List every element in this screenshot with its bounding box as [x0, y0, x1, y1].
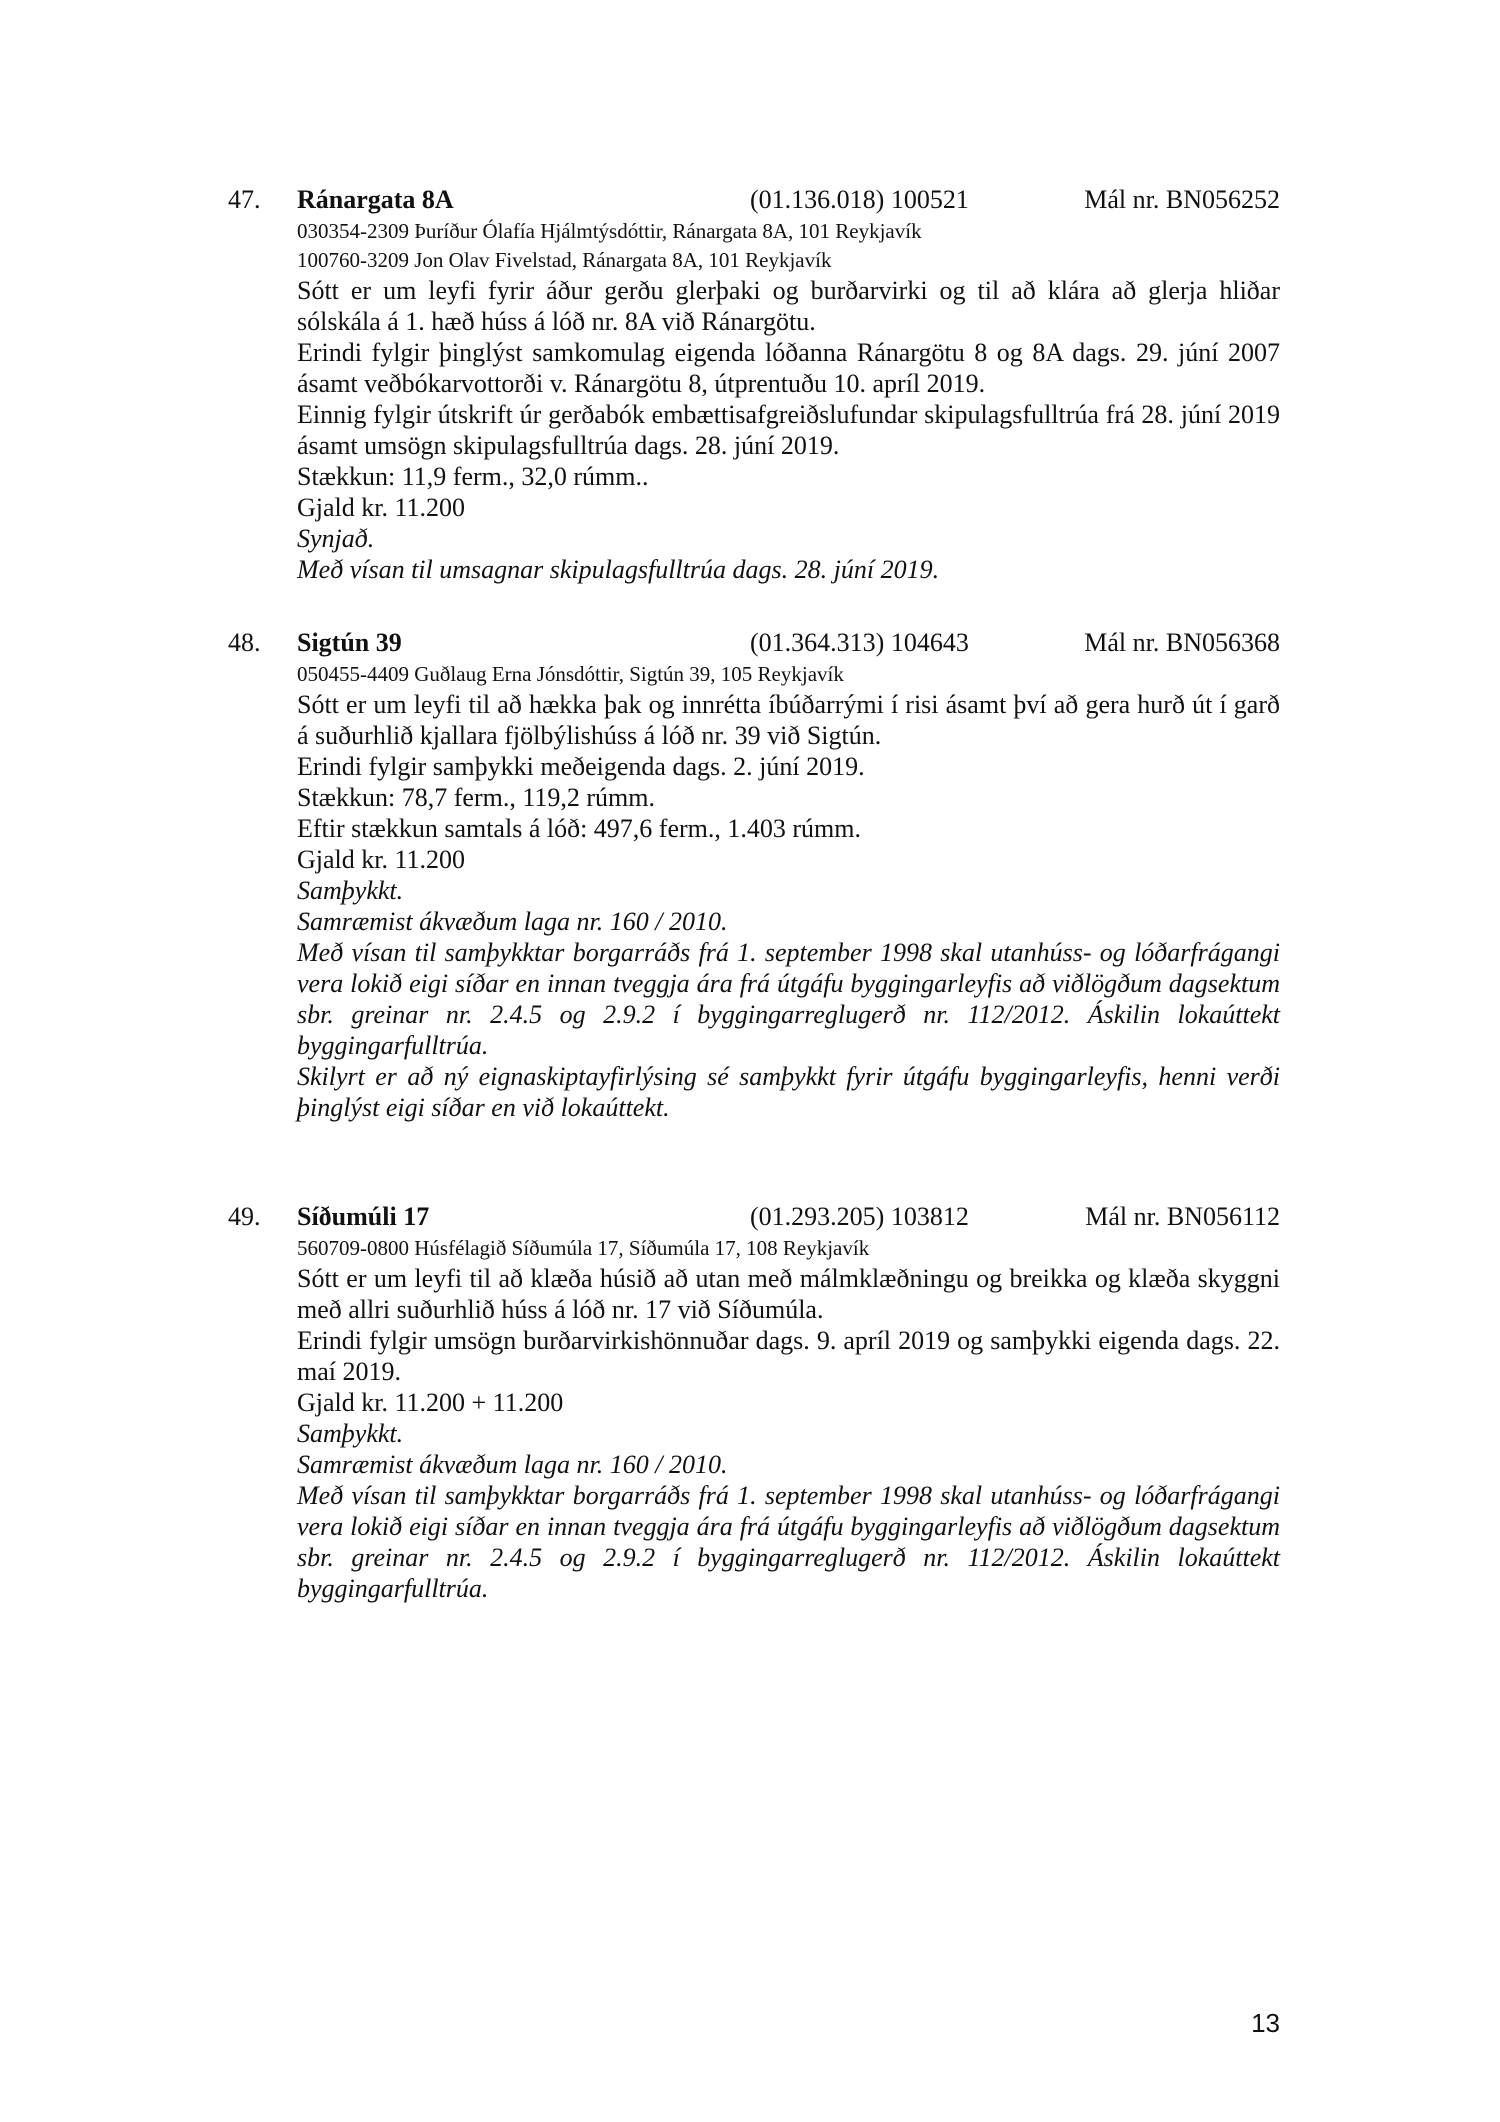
fee-line: Gjald kr. 11.200 + 11.200 [297, 1388, 564, 1417]
attachment-paragraph: Erindi fylgir þinglýst samkomulag eigenda lóðanna Ránargötu 8 og 8A dags. 29. júní 2007 ásamt veðbókarvottorði v. Ránargötu 8, útprentuðu 10. apríl 2019. [297, 338, 1280, 398]
entry-number: 48. [228, 628, 261, 657]
description-paragraph: Sótt er um leyfi til að klæða húsið að utan með málmklæðningu og breikka og klæða skyggni með allri suðurhlið húss á lóð nr. 17 við Síðumúla. [297, 1264, 1280, 1324]
applicant-line: 050455-4409 Guðlaug Erna Jónsdóttir, Sigtún 39, 105 Reykjavík [297, 662, 844, 686]
decision-line: Með vísan til samþykktar borgarráðs frá 1. september 1998 skal utanhúss- og lóðarfrágangi vera lokið eigi síðar en innan tveggja ára frá útgáfu byggingarleyfis að viðlögðum dagsektum sbr. greinar nr. 2.4.5 og 2.9.2 í byggingarreglugerð nr. 112/2012. Áskilin lokaúttekt byggingarfulltrúa. [297, 938, 1280, 1060]
attachment-paragraph: Erindi fylgir samþykki meðeigenda dags. 2. júní 2019. [297, 752, 865, 781]
applicant-line: 030354-2309 Þuríður Ólafía Hjálmtýsdóttir, Ránargata 8A, 101 Reykjavík [297, 219, 922, 243]
entry-header [0, 183, 1500, 217]
page-number: 13 [1251, 2008, 1280, 2038]
decision-line: Samræmist ákvæðum laga nr. 160 / 2010. [297, 1450, 728, 1479]
entry-header [0, 626, 1500, 660]
entry-address: Ránargata 8A [297, 185, 454, 214]
entry-header [0, 1200, 1500, 1234]
land-number: (01.293.205) 103812 [750, 1202, 969, 1231]
land-number: (01.364.313) 104643 [750, 628, 969, 657]
enlargement-line: Stækkun: 78,7 ferm., 119,2 rúmm. [297, 783, 655, 812]
case-number: Mál nr. BN056368 [1084, 628, 1280, 657]
decision-line: Með vísan til samþykktar borgarráðs frá 1. september 1998 skal utanhúss- og lóðarfrágangi vera lokið eigi síðar en innan tveggja ára frá útgáfu byggingarleyfis að viðlögðum dagsektum sbr. greinar nr. 2.4.5 og 2.9.2 í byggingarreglugerð nr. 112/2012. Áskilin lokaúttekt byggingarfulltrúa. [297, 1481, 1280, 1603]
fee-line: Gjald kr. 11.200 [297, 493, 466, 522]
attachment-paragraph: Einnig fylgir útskrift úr gerðabók embættisafgreiðslufundar skipulagsfulltrúa frá 28. júní 2019 ásamt umsögn skipulagsfulltrúa dags. 28. júní 2019. [297, 400, 1280, 460]
entry-47 [0, 183, 1500, 585]
decision-line: Synjað. [297, 524, 375, 553]
total-area-line: Eftir stækkun samtals á lóð: 497,6 ferm., 1.403 rúmm. [297, 814, 861, 843]
case-number: Mál nr. BN056112 [1085, 1202, 1280, 1231]
fee-line: Gjald kr. 11.200 [297, 845, 466, 874]
decision-line: Samþykkt. [297, 876, 404, 905]
entry-address: Síðumúli 17 [297, 1202, 430, 1231]
entry-49 [0, 1200, 1500, 1604]
decision-line: Samþykkt. [297, 1419, 404, 1448]
entry-48 [0, 626, 1500, 1123]
entry-address: Sigtún 39 [297, 628, 402, 657]
decision-line: Samræmist ákvæðum laga nr. 160 / 2010. [297, 907, 728, 936]
entry-number: 49. [228, 1202, 261, 1231]
enlargement-line: Stækkun: 11,9 ferm., 32,0 rúmm.. [297, 462, 649, 491]
land-number: (01.136.018) 100521 [750, 185, 969, 214]
applicant-line: 100760-3209 Jon Olav Fivelstad, Ránargata 8A, 101 Reykjavík [297, 248, 832, 272]
case-number: Mál nr. BN056252 [1084, 185, 1280, 214]
description-paragraph: Sótt er um leyfi fyrir áður gerðu glerþaki og burðarvirki og til að klára að glerja hliðar sólskála á 1. hæð húss á lóð nr. 8A við Ránargötu. [297, 276, 1280, 336]
attachment-paragraph: Erindi fylgir umsögn burðarvirkishönnuðar dags. 9. apríl 2019 og samþykki eigenda dags. 22. maí 2019. [297, 1326, 1280, 1386]
description-paragraph: Sótt er um leyfi til að hækka þak og innrétta íbúðarrými í risi ásamt því að gera hurð út í garð á suðurhlið kjallara fjölbýlishúss á lóð nr. 39 við Sigtún. [297, 690, 1280, 750]
applicant-line: 560709-0800 Húsfélagið Síðumúla 17, Síðumúla 17, 108 Reykjavík [297, 1236, 870, 1260]
decision-line: Skilyrt er að ný eignaskiptayfirlýsing sé samþykkt fyrir útgáfu byggingarleyfis, henni verði þinglýst eigi síðar en við lokaúttekt. [297, 1062, 1280, 1122]
entry-number: 47. [228, 185, 261, 214]
decision-line: Með vísan til umsagnar skipulagsfulltrúa dags. 28. júní 2019. [297, 555, 940, 584]
